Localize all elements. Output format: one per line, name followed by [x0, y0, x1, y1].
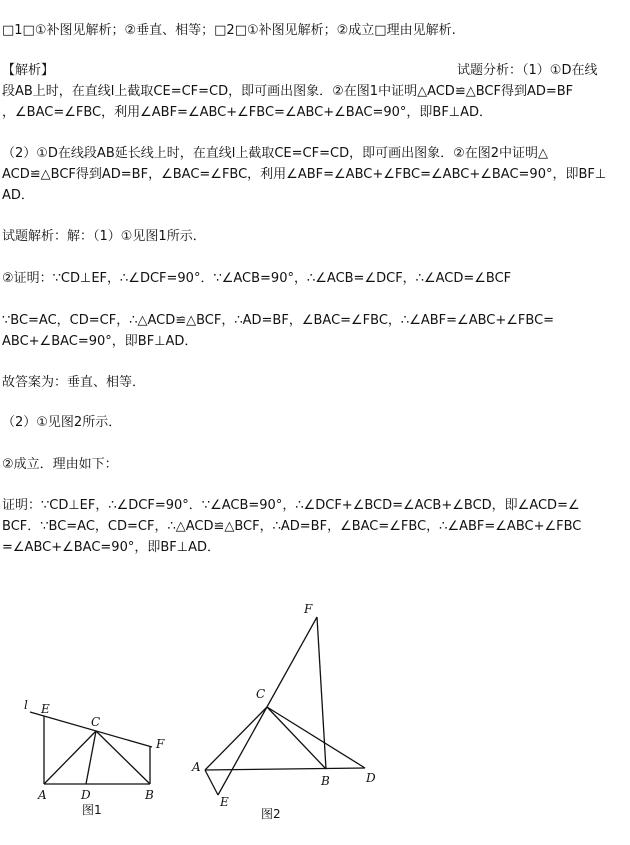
answer-line: □1□①补图见解析；②垂直、相等；□2□①补图见解析；②成立□理由见解析. — [2, 23, 456, 38]
solution-line-4: ABC+∠BAC=90°，即BF⊥AD． — [2, 334, 198, 349]
solution-line-9: BCF．∵BC=AC，CD=CF，∴△ACD≌△BCF，∴AD=BF，∠BAC=∠FBC，∴∠ABF=∠ABC+∠FBC — [2, 519, 582, 534]
label-c1: C — [91, 715, 101, 729]
label-a1: A — [38, 788, 47, 802]
label-f2: F — [304, 602, 313, 616]
segment-ad — [205, 768, 365, 770]
solution-line-3: ∵BC=AC，CD=CF，∴△ACD≌△BCF，∴AD=BF，∠BAC=∠FBC，∴∠ABF=∠ABC+∠FBC= — [2, 313, 555, 328]
solution-line-10: =∠ABC+∠BAC=90°，即BF⊥AD． — [2, 540, 220, 555]
solution-line-7: ②成立．理由如下： — [2, 457, 118, 472]
analysis-line-6: AD． — [2, 188, 34, 203]
label-e2: E — [220, 795, 229, 809]
analysis-heading-tail: D在线 — [561, 63, 598, 78]
label-f1: F — [156, 737, 165, 751]
segment-ae — [205, 770, 218, 795]
label-d1: D — [81, 788, 91, 802]
label-e1: E — [41, 702, 50, 716]
solution-line-5: 故答案为：垂直、相等． — [2, 375, 146, 390]
segment-ac — [205, 707, 267, 770]
segment-fb — [317, 617, 326, 769]
analysis-line-2: 段AB上时，在直线l上截取CE=CF=CD，即可画出图象．②在图1中证明△ACD≌△BCF得到AD=BF — [2, 84, 574, 99]
label-a2: A — [192, 760, 201, 774]
solution-line-6: （2）①见图2所示． — [2, 415, 122, 430]
solution-line-2: ②证明：∵CD⊥EF，∴∠DCF=90°．∵∠ACB=90°，∴∠ACB=∠DCF，∴∠ACD=∠BCF — [2, 271, 512, 286]
label-c2: C — [256, 687, 266, 701]
label-b1: B — [145, 788, 154, 802]
figure-2 — [205, 617, 365, 795]
solution-line-8: 证明：∵CD⊥EF，∴∠DCF=90°．∵∠ACB=90°，∴∠DCF+∠BCD=∠ACB+∠BCD，即∠ACD=∠ — [2, 498, 580, 513]
analysis-line-4: （2）①D在线段AB延长线上时，在直线l上截取CE=CF=CD，即可画出图象．②在图2中证明△ — [2, 146, 549, 161]
label-d2: D — [366, 771, 376, 785]
figure-2-caption: 图2 — [261, 807, 281, 821]
label-l: l — [24, 698, 28, 712]
analysis-tag: 【解析】 — [2, 63, 55, 78]
analysis-heading-text: 试题分析：（1）① — [457, 63, 562, 78]
analysis-line-3: ，∠BAC=∠FBC，利用∠ABF=∠ABC+∠FBC=∠ABC+∠BAC=90°，即BF⊥AD． — [2, 105, 493, 120]
analysis-line-5: ACD≌△BCF得到AD=BF，∠BAC=∠FBC，利用∠ABF=∠ABC+∠FBC=∠ABC+∠BAC=90°，即BF⊥ — [2, 167, 607, 182]
segment-ac — [44, 731, 96, 784]
figure-1-caption: 图1 — [82, 803, 102, 817]
label-b2: B — [321, 774, 330, 788]
solution-line-1: 试题解析：解：（1）①见图1所示． — [2, 229, 206, 244]
